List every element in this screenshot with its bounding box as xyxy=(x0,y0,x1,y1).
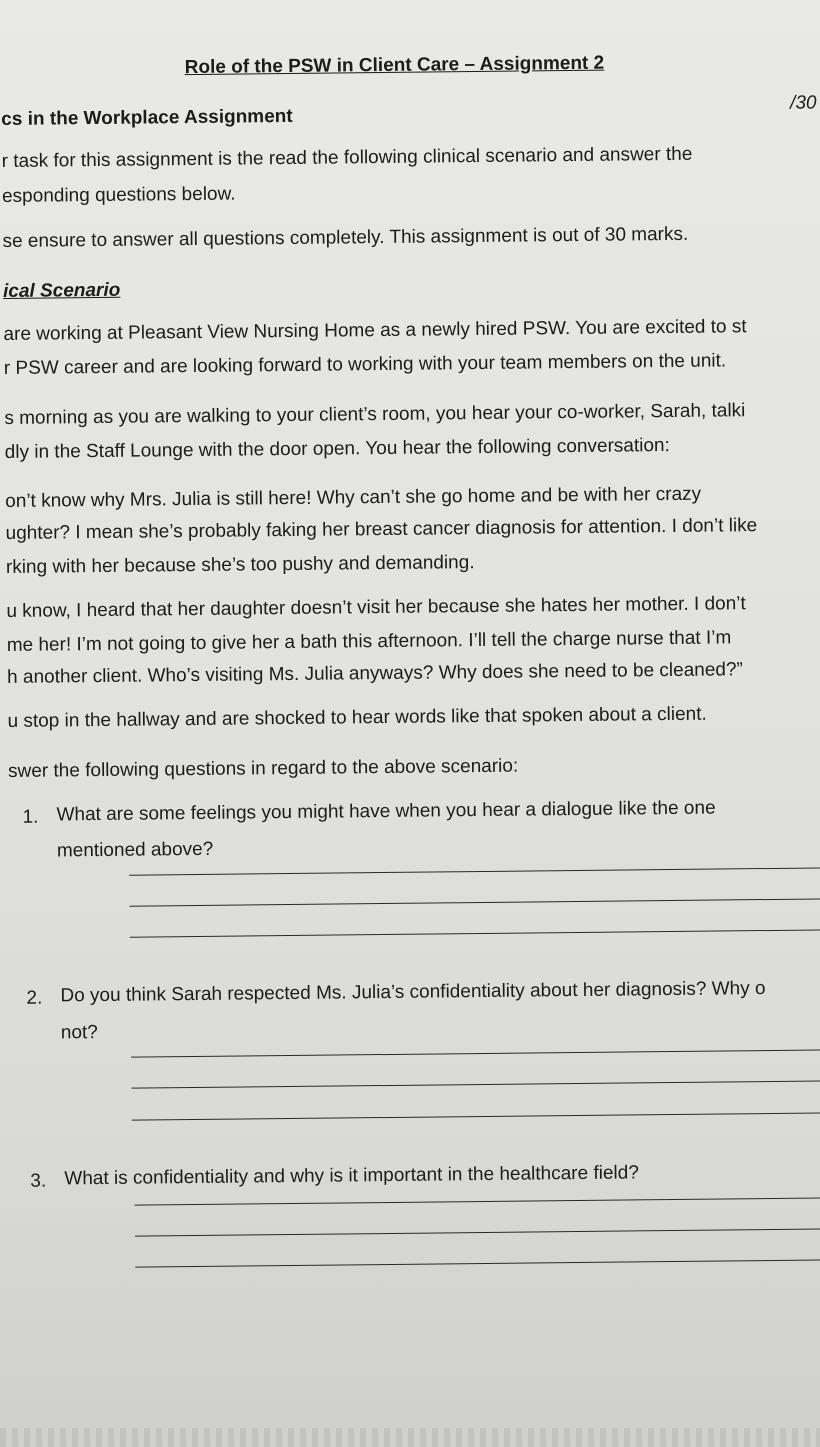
answer-line[interactable] xyxy=(131,1080,820,1089)
scenario-line: s morning as you are walking to your client’s room, you hear your co-worker, Sarah, talki xyxy=(4,400,746,429)
dialogue-line: me her! I’m not going to give her a bath this afternoon. I’ll tell the charge nurse that I’m xyxy=(6,627,732,656)
questions-intro: swer the following questions in regard to the above scenario: xyxy=(7,755,519,782)
intro-line: r task for this assignment is the read the following clinical scenario and answer the xyxy=(1,143,693,172)
dialogue-line: h another client. Who’s visiting Ms. Julia anyways? Why does she need to be cleaned?” xyxy=(6,659,743,688)
question-3-text: What is confidentiality and why is it important in the healthcare field? xyxy=(64,1162,639,1190)
answer-line[interactable] xyxy=(130,929,820,938)
document-title: Role of the PSW in Client Care – Assignment 2 xyxy=(184,52,605,79)
dialogue-line: ughter? I mean she’s probably faking her breast cancer diagnosis for attention. I don’t like xyxy=(5,515,758,544)
answer-line[interactable] xyxy=(131,1049,820,1058)
scenario-line: u stop in the hallway and are shocked to hear words like that spoken about a client. xyxy=(7,703,707,732)
dialogue-line: rking with her because she’s too pushy and demanding. xyxy=(5,552,475,578)
scenario-line: dly in the Staff Lounge with the door open. You hear the following conversation: xyxy=(4,435,670,463)
question-2-number: 2. xyxy=(26,987,43,1009)
dialogue-line: on’t know why Mrs. Julia is still here! Why can’t she go home and be with her crazy xyxy=(5,483,702,512)
dialogue-line: u know, I heard that her daughter doesn’t visit her because she hates her mother. I don’t xyxy=(6,593,746,622)
question-3-number: 3. xyxy=(30,1170,47,1192)
scenario-line: r PSW career and are looking forward to working with your team members on the unit. xyxy=(3,350,727,379)
answer-line[interactable] xyxy=(135,1259,820,1268)
answer-line[interactable] xyxy=(135,1228,820,1237)
answer-line[interactable] xyxy=(135,1197,820,1206)
scenario-line: are working at Pleasant View Nursing Home as a newly hired PSW. You are excited to st xyxy=(3,316,747,345)
question-2-text: Do you think Sarah respected Ms. Julia’s confidentiality about her diagnosis? Why o xyxy=(60,978,766,1007)
answer-line[interactable] xyxy=(129,898,820,907)
question-1-text: What are some feelings you might have when you hear a dialogue like the one xyxy=(56,797,716,826)
instruction-text: se ensure to answer all questions completely. This assignment is out of 30 marks. xyxy=(2,223,689,252)
answer-line[interactable] xyxy=(132,1112,820,1121)
section-heading: cs in the Workplace Assignment xyxy=(1,105,293,130)
question-2-text: not? xyxy=(60,1022,98,1044)
intro-line: esponding questions below. xyxy=(1,183,236,207)
answer-line[interactable] xyxy=(129,867,820,876)
question-1-text: mentioned above? xyxy=(56,838,214,862)
page-bottom-edge xyxy=(0,1428,820,1447)
scenario-heading: ical Scenario xyxy=(2,279,121,302)
total-marks: /30 xyxy=(790,92,817,114)
question-1-number: 1. xyxy=(22,806,39,828)
